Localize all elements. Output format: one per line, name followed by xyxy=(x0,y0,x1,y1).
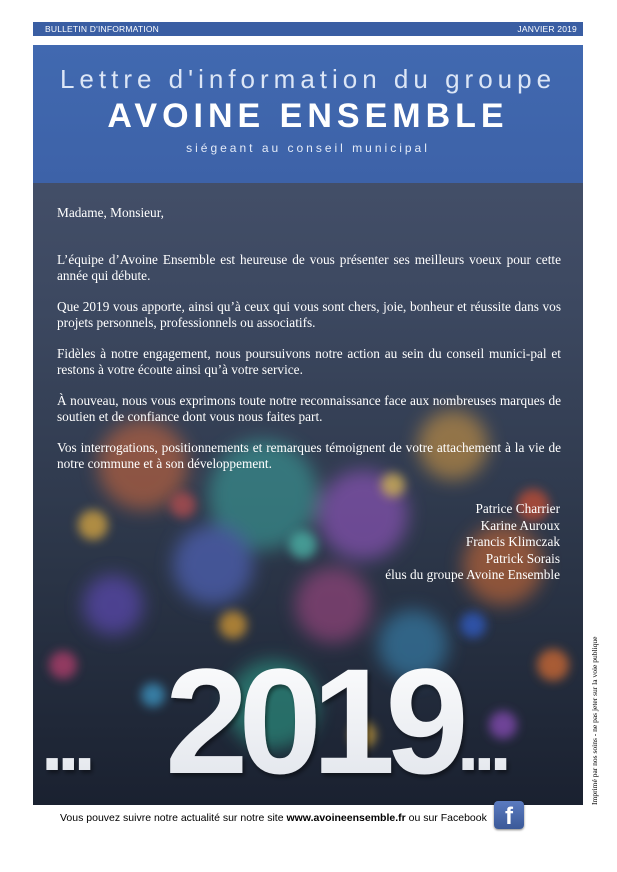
header-subtitle: Lettre d'information du groupe xyxy=(59,64,557,94)
issue-date: JANVIER 2019 xyxy=(517,24,577,34)
paragraph: Fidèles à notre engagement, nous poursuivons notre action au sein du conseil munici-pal et restons à votre écoute ainsi qu’à votre service. xyxy=(57,346,561,377)
facebook-icon[interactable] xyxy=(494,801,524,829)
newsletter-poster xyxy=(33,45,583,805)
year-dots-left: ... xyxy=(41,698,90,787)
header-band xyxy=(33,45,583,183)
group-name-title: AVOINE ENSEMBLE xyxy=(107,97,509,135)
facebook-glyph: f xyxy=(505,803,513,830)
signatory: Patrice Charrier xyxy=(475,501,560,516)
print-notice-text: Imprimé par nos soins - ne pas jeter sur la voie publique xyxy=(590,636,599,805)
footer-text: Vous pouvez suivre notre actualité sur notre site xyxy=(60,812,287,824)
paragraph: L’équipe d’Avoine Ensemble est heureuse de vous présenter ses meilleurs voeux pour cette année qui débute. xyxy=(57,252,561,283)
signatory: Patrick Sorais xyxy=(485,550,560,566)
year-2019-graphic xyxy=(33,585,583,805)
signatory: Karine Auroux xyxy=(480,517,560,533)
signatory: Francis Klimczak xyxy=(465,534,560,549)
bulletin-label: BULLETIN D'INFORMATION xyxy=(45,24,160,34)
print-notice xyxy=(590,600,602,805)
footer-note xyxy=(60,812,487,824)
bulletin-top-bar xyxy=(33,22,583,36)
signature-line: élus du groupe Avoine Ensemble xyxy=(385,567,560,582)
website-link[interactable]: www.avoineensemble.fr xyxy=(286,812,406,824)
year-number: 2019 xyxy=(165,637,459,805)
footer-text-end: ou sur Facebook xyxy=(405,812,487,824)
signature-block xyxy=(385,501,560,584)
paragraph: À nouveau, nous vous exprimons toute notre reconnaissance face aux nombreuses marques de soutien et de confiance dont vous nous faites part. xyxy=(57,393,561,424)
paragraph: Que 2019 vous apporte, ainsi qu’à ceux qui vous sont chers, joie, bonheur et réussite dans vos projets personnels, professionnels ou associatifs. xyxy=(57,299,561,330)
greeting: Madame, Monsieur, xyxy=(57,205,164,220)
paragraph: Vos interrogations, positionnements et remarques témoignent de votre attachement à la vie de notre commune et à son développement. xyxy=(57,440,561,471)
letter-body xyxy=(57,205,561,487)
year-dots-right: ... xyxy=(457,698,506,787)
header-tagline: siégeant au conseil municipal xyxy=(186,141,430,155)
